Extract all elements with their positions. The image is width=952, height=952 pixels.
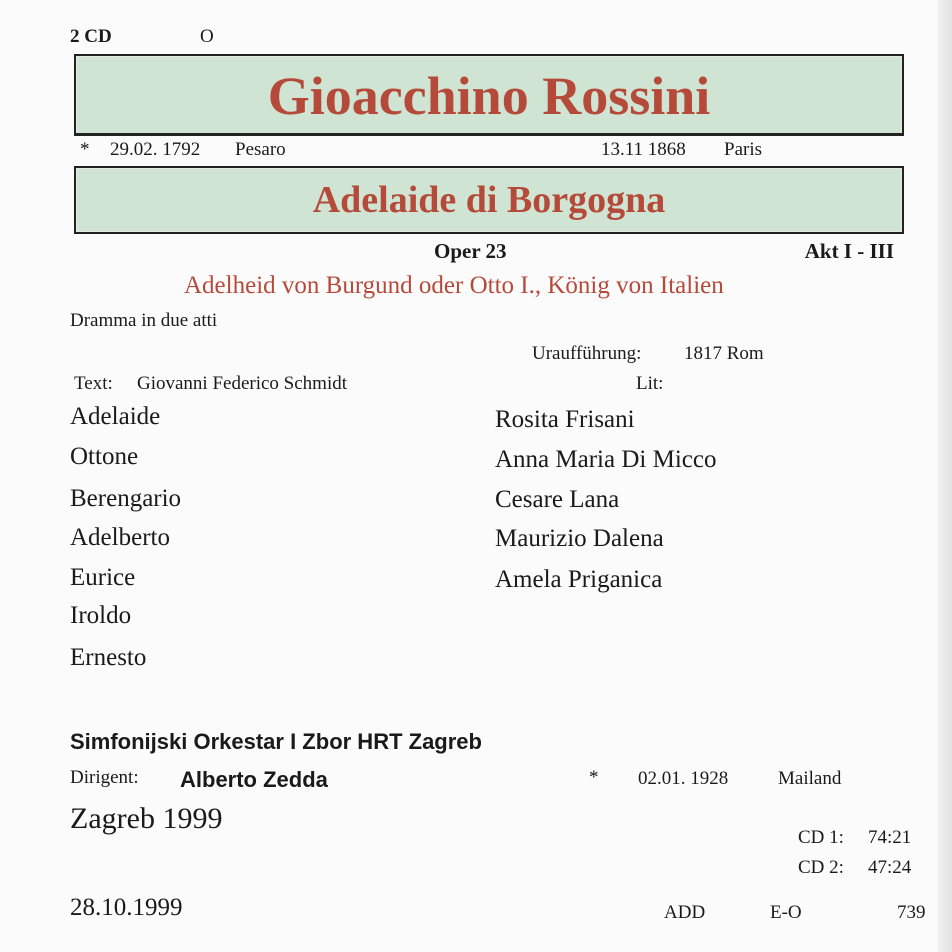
recording-place-year: Zagreb 1999 [70, 802, 223, 835]
genre: Dramma in due atti [70, 310, 218, 331]
lit-label: Lit: [636, 373, 664, 394]
work-title: Adelaide di Borgogna [312, 179, 666, 221]
catalog-number: 739 [897, 902, 926, 923]
death-date: 13.11 1868 [601, 139, 686, 160]
role-name: Ernesto [70, 644, 147, 671]
singer-name: Cesare Lana [495, 486, 620, 513]
birth-place: Pesaro [235, 139, 286, 160]
duration-time: 47:24 [868, 857, 912, 878]
duration-label: CD 2: [798, 857, 844, 878]
birth-date: 29.02. 1792 [110, 139, 201, 160]
librettist: Giovanni Federico Schmidt [137, 373, 348, 394]
circle-mark: O [200, 26, 214, 47]
duration-time: 74:21 [868, 827, 912, 848]
conductor-name: Alberto Zedda [180, 767, 328, 792]
singer-name: Anna Maria Di Micco [495, 446, 717, 473]
conductor-birth-date: 02.01. 1928 [638, 768, 729, 789]
work-title-banner [74, 166, 904, 234]
work-subtitle: Adelheid von Burgund oder Otto I., König von Italien [184, 272, 724, 299]
composer-banner [74, 54, 904, 136]
acts: Akt I - III [804, 239, 894, 263]
premiere-value: 1817 Rom [684, 343, 764, 364]
catalog-code: E-O [770, 902, 802, 923]
page-edge [938, 0, 952, 952]
singer-name: Maurizio Dalena [495, 525, 664, 552]
premiere-label: Uraufführung: [532, 343, 642, 364]
divider [74, 133, 902, 135]
role-name: Eurice [70, 564, 136, 591]
singer-name: Amela Priganica [495, 566, 663, 593]
recording-format: ADD [664, 902, 706, 923]
composer-name: Gioacchino Rossini [267, 66, 711, 126]
release-date: 28.10.1999 [70, 894, 183, 921]
opus-number: Oper 23 [434, 239, 507, 263]
ensemble: Simfonijski Orkestar I Zbor HRT Zagreb [70, 729, 482, 754]
conductor-birth-marker: * [589, 767, 599, 788]
birth-marker: * [80, 139, 90, 160]
singer-name: Rosita Frisani [495, 406, 635, 433]
conductor-birth-place: Mailand [778, 768, 842, 789]
duration-label: CD 1: [798, 827, 844, 848]
cd-count: 2 CD [70, 26, 112, 47]
role-name: Adelberto [70, 524, 170, 551]
death-place: Paris [724, 139, 762, 160]
text-label: Text: [74, 373, 113, 394]
conductor-label: Dirigent: [70, 767, 139, 788]
role-name: Berengario [70, 485, 182, 512]
role-name: Ottone [70, 443, 139, 470]
role-name: Iroldo [70, 602, 132, 629]
role-name: Adelaide [70, 403, 161, 430]
